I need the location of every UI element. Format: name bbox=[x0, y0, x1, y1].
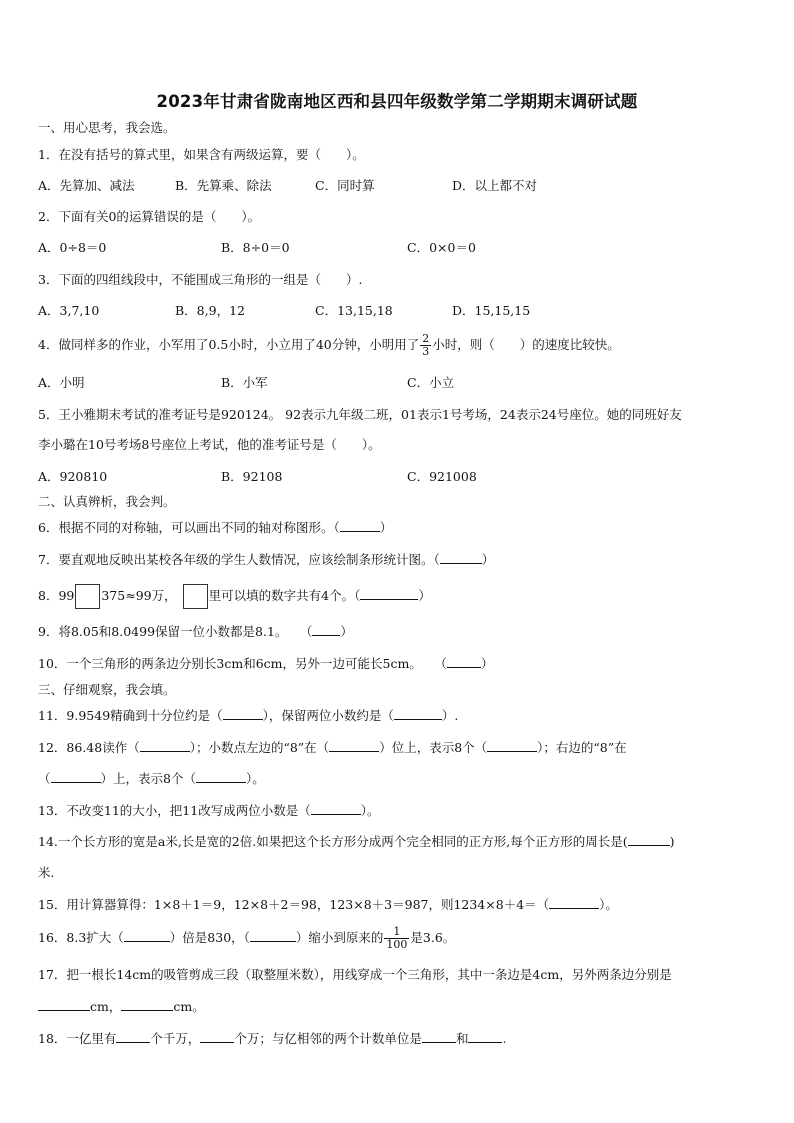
question-10 bbox=[38, 655, 764, 673]
answer-blank[interactable] bbox=[51, 770, 101, 783]
question-12-line-2 bbox=[38, 770, 764, 788]
question-11-text-2: ），保留两位小数约是（ bbox=[262, 708, 394, 723]
question-8-text-2: 375≈99万， bbox=[101, 588, 177, 603]
question-3: 3．下面的四组线段中，不能围成三角形的一组是（ ）. bbox=[38, 272, 363, 287]
question-6 bbox=[38, 519, 764, 537]
fraction-numerator: 2 bbox=[422, 332, 430, 345]
question-16-text-2: ）倍是830，（ bbox=[169, 930, 250, 945]
question-16 bbox=[38, 922, 764, 954]
question-14-line-2: 米. bbox=[38, 865, 55, 880]
paren-close: ） bbox=[340, 624, 353, 639]
option-d[interactable]: D．以上都不对 bbox=[452, 178, 538, 193]
question-1: 1．在没有括号的算式里，如果含有两级运算，要（ ）。 bbox=[38, 147, 365, 162]
option-c[interactable]: C．同时算 bbox=[315, 178, 375, 193]
question-17-line-1: 17．把一根长14cm的吸管剪成三段（取整厘米数），用线穿成一个三角形，其中一条边是4cm，另外两条边分别是 bbox=[38, 967, 672, 982]
question-12-text-7: ）。 bbox=[245, 771, 265, 786]
answer-blank[interactable] bbox=[468, 1030, 502, 1043]
answer-blank[interactable] bbox=[121, 998, 173, 1011]
question-18-text-1: 18．一亿里有 bbox=[38, 1031, 117, 1046]
answer-blank[interactable] bbox=[422, 1030, 456, 1043]
option-c[interactable]: C．13,15,18 bbox=[315, 303, 393, 318]
question-2: 2．下面有关0的运算错误的是（ ）。 bbox=[38, 209, 261, 224]
question-8-text-1: 8．99 bbox=[38, 588, 75, 603]
option-b[interactable]: B．92108 bbox=[221, 469, 283, 484]
question-18-text-5: . bbox=[502, 1031, 507, 1046]
answer-blank[interactable] bbox=[38, 998, 90, 1011]
question-15-text-2: ）。 bbox=[599, 897, 618, 912]
answer-blank[interactable] bbox=[196, 770, 246, 783]
question-18-text-4: 和 bbox=[455, 1031, 469, 1046]
question-13 bbox=[38, 802, 764, 820]
question-13-text-1: 13．不改变11的大小，把11改写成两位小数是（ bbox=[38, 803, 311, 818]
question-13-text-2: ）。 bbox=[360, 803, 380, 818]
unit-cm: cm。 bbox=[173, 999, 205, 1014]
question-15 bbox=[38, 896, 764, 914]
paren-close: ） bbox=[480, 656, 494, 671]
question-9-text: 9．将8.05和8.0499保留一位小数都是8.1。 （ bbox=[38, 624, 313, 639]
question-14-line-1 bbox=[38, 833, 768, 851]
answer-blank[interactable] bbox=[447, 655, 481, 668]
option-b[interactable]: B．8÷0＝0 bbox=[221, 240, 290, 255]
question-14-text-1: 14.一个长方形的宽是a米,长是宽的2倍.如果把这个长方形分成两个完全相同的正方形,每个正方形的周长是( bbox=[38, 834, 628, 849]
answer-blank[interactable] bbox=[487, 739, 537, 752]
answer-box-reference bbox=[183, 584, 208, 609]
unit-cm: cm， bbox=[90, 999, 122, 1014]
option-d[interactable]: D．15,15,15 bbox=[452, 303, 531, 318]
fraction-one-hundredth bbox=[384, 926, 409, 951]
question-5-line-2: 李小璐在10号考场8号座位上考试，他的准考证号是（ ）。 bbox=[38, 437, 381, 452]
option-b[interactable]: B．小军 bbox=[221, 375, 268, 390]
paren-close: ） bbox=[418, 588, 431, 603]
answer-blank[interactable] bbox=[628, 833, 670, 846]
question-16-text-3: ）缩小到原来的 bbox=[295, 930, 384, 945]
paren-close: ） bbox=[481, 552, 495, 567]
question-17-line-2 bbox=[38, 998, 764, 1016]
question-10-text: 10．一个三角形的两条边分别长3cm和6cm，另外一边可能长5cm。 （ bbox=[38, 656, 447, 671]
question-8-text-3: 里可以填的数字共有4个。（ bbox=[208, 588, 361, 603]
option-a[interactable]: A．小明 bbox=[38, 375, 85, 390]
option-a[interactable]: A．先算加、减法 bbox=[38, 178, 135, 193]
option-c[interactable]: C．0×0＝0 bbox=[407, 240, 476, 255]
answer-blank[interactable] bbox=[312, 623, 340, 636]
question-7 bbox=[38, 551, 764, 569]
question-12-text-4: ）；右边的“8”在 bbox=[537, 740, 627, 755]
question-6-text: 6．根据不同的对称轴，可以画出不同的轴对称图形。（ bbox=[38, 520, 340, 535]
question-4-text-start: 4．做同样多的作业，小军用了0.5小时，小立用了40分钟，小明用了 bbox=[38, 337, 420, 352]
question-4 bbox=[38, 330, 764, 360]
question-12-text-1: 12．86.48读作（ bbox=[38, 740, 140, 755]
question-16-text-1: 16．8.3扩大（ bbox=[38, 930, 124, 945]
fraction-numerator: 1 bbox=[384, 926, 409, 939]
answer-blank[interactable] bbox=[140, 739, 190, 752]
question-12-text-3: ）位上，表示8个（ bbox=[379, 740, 488, 755]
section-heading-3: 三、仔细观察，我会填。 bbox=[38, 682, 176, 697]
answer-blank[interactable] bbox=[549, 896, 599, 909]
answer-blank[interactable] bbox=[329, 739, 379, 752]
question-18-text-3: 个万；与亿相邻的两个计数单位是 bbox=[234, 1031, 422, 1046]
answer-blank[interactable] bbox=[124, 929, 170, 942]
section-heading-2: 二、认真辨析，我会判。 bbox=[38, 494, 176, 509]
question-11 bbox=[38, 707, 764, 725]
answer-blank[interactable] bbox=[311, 802, 361, 815]
fraction-two-thirds bbox=[420, 333, 431, 358]
question-9 bbox=[38, 623, 764, 641]
question-4-text-end: 小时，则（ ）的速度比较快。 bbox=[432, 337, 620, 352]
question-12-text-5: （ bbox=[38, 771, 51, 786]
section-heading-1: 一、用心思考，我会选。 bbox=[38, 120, 176, 135]
fraction-denominator: 3 bbox=[422, 345, 430, 358]
option-b[interactable]: B．先算乘、除法 bbox=[175, 178, 272, 193]
answer-blank[interactable] bbox=[250, 929, 296, 942]
answer-blank[interactable] bbox=[340, 519, 380, 532]
question-7-text: 7．要直观地反映出某校各年级的学生人数情况，应该绘制条形统计图。（ bbox=[38, 552, 440, 567]
fraction-denominator: 100 bbox=[386, 938, 408, 951]
question-8 bbox=[38, 583, 764, 609]
question-12-text-2: ）；小数点左边的“8”在（ bbox=[189, 740, 330, 755]
question-18 bbox=[38, 1030, 764, 1048]
question-18-text-2: 个千万， bbox=[150, 1031, 201, 1046]
question-11-text-1: 11．9.9549精确到十分位约是（ bbox=[38, 708, 223, 723]
answer-blank[interactable] bbox=[360, 587, 418, 600]
question-12-text-6: ）上，表示8个（ bbox=[100, 771, 196, 786]
question-16-text-4: 是3.6。 bbox=[410, 930, 456, 945]
question-11-text-3: ）. bbox=[441, 708, 459, 723]
question-12-line-1 bbox=[38, 739, 764, 757]
question-5-line-1: 5．王小雅期末考试的准考证号是920124。 92表示九年级二班，01表示1号考场，24表示24号座位。她的同班好友 bbox=[38, 407, 682, 422]
option-a[interactable]: A．0÷8＝0 bbox=[38, 240, 107, 255]
answer-blank[interactable] bbox=[394, 707, 442, 720]
answer-blank[interactable] bbox=[440, 551, 482, 564]
option-c[interactable]: C．921008 bbox=[407, 469, 477, 484]
answer-blank[interactable] bbox=[116, 1030, 150, 1043]
question-14-text-2: ) bbox=[669, 834, 675, 849]
page-title: 2023年甘肃省陇南地区西和县四年级数学第二学期期末调研试题 bbox=[156, 92, 638, 111]
option-c[interactable]: C．小立 bbox=[407, 375, 455, 390]
paren-close: ） bbox=[379, 520, 393, 535]
option-a[interactable]: A．920810 bbox=[38, 469, 108, 484]
answer-blank[interactable] bbox=[223, 707, 263, 720]
option-a[interactable]: A．3,7,10 bbox=[38, 303, 100, 318]
answer-box[interactable] bbox=[75, 584, 100, 609]
answer-blank[interactable] bbox=[200, 1030, 234, 1043]
question-15-text-1: 15．用计算器算得：1×8＋1＝9，12×8＋2＝98，123×8＋3＝987，则1234×8＋4＝（ bbox=[38, 897, 550, 912]
option-b[interactable]: B．8,9，12 bbox=[175, 303, 245, 318]
